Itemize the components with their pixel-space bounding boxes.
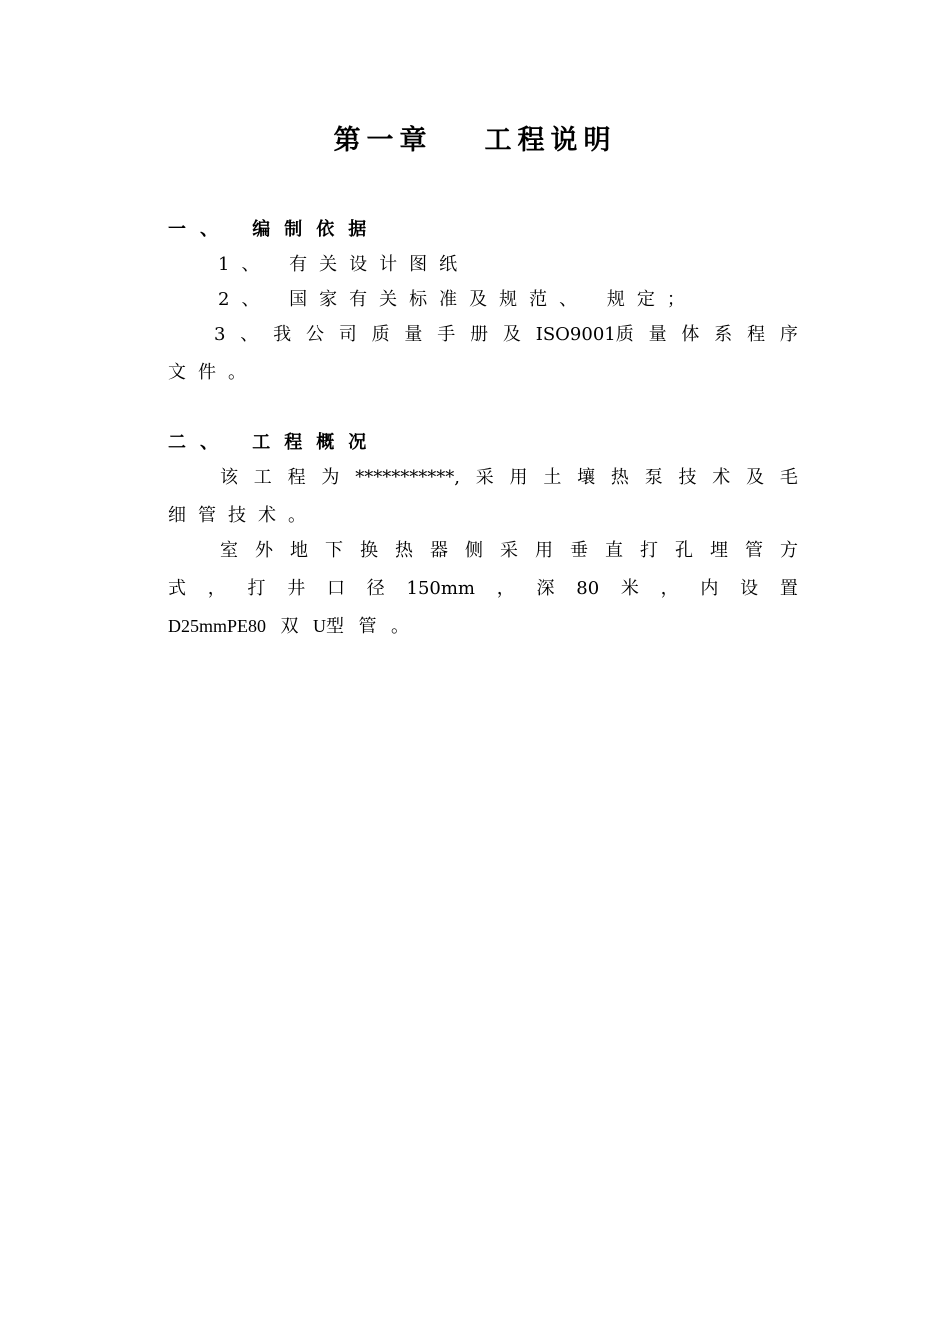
text-token: 式 [168,578,186,599]
text-token: 量 [648,324,667,345]
text-token: 采 [500,540,518,561]
text-token: 司 [338,324,357,345]
text-token: 80 [576,578,600,599]
text-token: 侧 [465,540,483,561]
text-token: 序 [779,324,798,345]
text-token: 程 [747,324,766,345]
text-token: ， [496,578,515,599]
text-token: ， [207,578,226,599]
text-token: 册 [470,324,489,345]
chapter-number: 第一章 [333,125,433,156]
overview-para2-line2 [168,577,798,601]
text-token: 程 [287,467,306,488]
text-token: 泵 [644,467,663,488]
text-token: 150mm [406,578,475,599]
text-token: 术 [712,467,731,488]
text-token: 用 [535,540,553,561]
section-heading-overview: 二、 工程概况 [168,432,381,453]
chapter-name: 工程说明 [484,125,617,156]
text-token: 为 [321,467,340,488]
text-token: 技 [678,467,697,488]
text-token: 用 [509,467,528,488]
text-token: 直 [605,540,623,561]
text-token: 米 [620,578,639,599]
text-token: 口 [327,578,345,599]
text-token: 换 [360,540,378,561]
text-token: 体 [681,324,700,345]
basis-item-3-line1 [168,323,798,347]
text-token: 我 [273,324,292,345]
text-token: 打 [247,578,266,599]
text-token: 室 [220,540,238,561]
text-token: ISO9001质 [535,324,634,345]
chapter-title [0,118,950,157]
text-token: 垂 [570,540,588,561]
text-token: 3 [214,324,226,345]
text-token: 地 [290,540,308,561]
overview-para1-line1 [168,466,798,490]
text-token: 置 [779,578,798,599]
text-token: 及 [502,324,521,345]
text-token: 壤 [577,467,596,488]
text-token: 热 [610,467,629,488]
text-token: 工 [253,467,272,488]
section-heading-basis: 一、 编制依据 [168,219,381,240]
overview-para2-line1 [168,539,798,563]
text-token: 径 [366,578,385,599]
text-token: 手 [437,324,456,345]
text-token: 打 [640,540,658,561]
text-token: 埋 [710,540,728,561]
text-token: 内 [700,578,719,599]
text-token: 、 [240,324,259,345]
text-token: 采 [475,467,494,488]
text-token: 系 [714,324,733,345]
text-token: ， [660,578,679,599]
text-token: 热 [395,540,413,561]
overview-para1-line2: 细管技术。 [168,505,318,526]
text-token: 量 [404,324,423,345]
overview-para2-line3: D25mmPE80 双 U型 管 。 [168,616,410,636]
text-token: 下 [325,540,343,561]
text-token: 设 [740,578,759,599]
text-token: 该 [220,467,238,488]
basis-item-3-line2: 文件。 [168,362,258,383]
text-token: 及 [746,467,765,488]
text-token: 深 [536,578,555,599]
text-token: 质 [371,324,390,345]
text-token: 外 [255,540,273,561]
basis-item-1: 1、 有关设计图纸 [218,254,470,275]
text-token: 井 [287,578,306,599]
text-token: 管 [745,540,763,561]
text-token: 毛 [779,467,798,488]
basis-item-2: 2、 国家有关标准及规范、 规定； [218,289,697,310]
text-token: ***********, [355,467,460,488]
text-token: 器 [430,540,448,561]
text-token: 方 [780,540,798,561]
text-token: 孔 [675,540,693,561]
text-token: 公 [305,324,324,345]
text-token: 土 [543,467,562,488]
